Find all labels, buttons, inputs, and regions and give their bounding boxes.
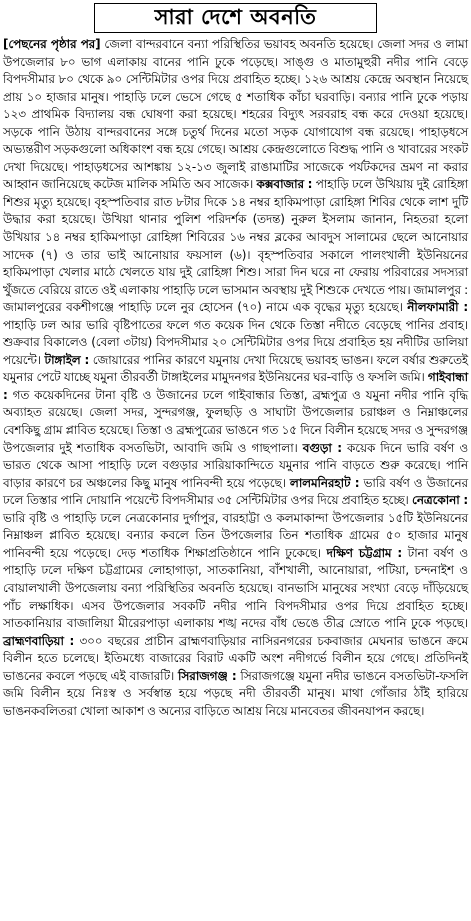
- section-label: [পেছনের পৃষ্ঠার পর]: [3, 37, 101, 51]
- article-text: ভারি বর্ষণ ও উজানের ঢলে তিস্তার পানি দোয়ানি পয়েন্টে বিপদসীমার ৩৫ সেন্টিমিটার ওপর দিয়ে প্রবাহিত হচ্ছে।: [3, 475, 468, 508]
- article-text: সিরাজগঞ্জে যমুনা নদীর ভাঙনে বসতভিটা-ফসলি জমি বিলীন হয়ে নিঃস্ব ও সর্বস্বান্ত হয়ে পড়ছে নদী তীরবর্তী মানুষ। মাথা গোঁজার ঠাঁই হারিয়ে ভাঙনকবলিতরা খোলা আকাশ ও অন্যের বাড়িতে আশ্রয় নিয়ে মানবেতর জীবনযাপন করছে।: [3, 668, 468, 718]
- article-text: জোয়ারের পানির কারণে যমুনায় দেখা দিয়েছে ভয়াবহ ভাঙন। ফলে বর্ষার শুরুতেই যমুনার পেটে যাচ্ছে যমুনা তীরবর্তী টাঙ্গাইলের মামুদনগর ইউনিয়নের ঘর-বাড়ি ও ফসলি জমি।: [3, 352, 469, 385]
- article-text: গত কয়েকদিনের টানা বৃষ্টি ও উজানের ঢলে গাইবান্ধার তিস্তা, ব্রহ্মপুত্র ও যমুনা নদীর পানি বৃদ্ধি অব্যাহত রয়েছে। জেলা সদর, সুন্দরগঞ্জ, ফুলছড়ি ও সাঘাটা উপজেলার চরাঞ্চল ও নিম্নাঞ্চলের বেশকিছু গ্রাম প্লাবিত হয়েছে। তিস্তা ও ব্রহ্মপুত্রের ভাঙনে গত ১৫ দিনে বিলীন হয়েছে সদর ও সুন্দরগঞ্জ উপজেলার দুই শতাধিক বসতভিটা, আবাদি জমি ও গাছপালা।: [3, 387, 468, 455]
- article-text: ৩০০ বছরের প্রাচীন ব্রাহ্মণবাড়িয়ার নাসিরনগরের চকবাজার মেঘনার ভাঙনে ক্রমে বিলীন হতে চলেছে। ইতিমধ্যে বাজারের বিরাট একটি অংশ নদীগর্ভে বিলীন হয়ে গেছে। প্রতিদিনই ভাঙনের কবলে পড়ছে এই বাজারটি।: [3, 633, 468, 683]
- section-label: লালমনিরহাট :: [289, 475, 360, 490]
- section-label: টাঙ্গাইল :: [44, 352, 90, 367]
- article-text: ভারি বৃষ্টি ও পাহাড়ি ঢলে নেত্রকোনার দুর্গাপুর, বারহাট্টা ও কলমাকান্দা উপজেলার ১৫টি ইউনিয়নের নিম্নাঞ্চল প্লাবিত হয়েছে। বন্যার কবলে তিন উপজেলার তিন শতাধিক গ্রামের ৫০ হাজার মানুষ পানিবন্দী হয়ে পড়েছে। দেড় শতাধিক শিক্ষাপ্রতিষ্ঠানে পানি ঢুকেছে।: [3, 510, 468, 560]
- article-body: [3, 36, 468, 720]
- section-label: নেত্রকোনা :: [412, 493, 468, 508]
- section-label: নীলফামারী :: [407, 300, 469, 315]
- headline: সারা দেশে অবনতি: [94, 3, 377, 33]
- article-text: পাহাড়ি ঢল আর ভারি বৃষ্টিপাতের ফলে গত কয়েক দিন থেকে তিস্তা নদীতে বেড়েছে পানির প্রবাহ। শুক্রবার বিকালেও (বেলা ৩টায়) বিপদসীমার ২০ সেন্টিমিটার ওপর দিয়ে প্রবাহিত হয় নদীটির ডালিয়া পয়েন্টে।: [3, 317, 468, 367]
- section-label: সিরাজগঞ্জ :: [178, 668, 237, 683]
- section-label: ব্রাহ্মণবাড়িয়া :: [3, 633, 75, 648]
- section-label: গাইবান্ধা :: [3, 370, 468, 402]
- article-text: পাহাড়ি ঢলে উখিয়ায় দুই রোহিঙ্গা শিশুর মৃত্যু হয়েছে। বৃহস্পতিবার রাত ৮টার দিকে ১৪ নম্বর হাকিমপাড়া রোহিঙ্গা শিবির থেকে লাশ দুটি উদ্ধার করা হয়েছে। উখিয়া থানার পুলিশ পরিদর্শক (তদন্ত) নুরুল ইসলাম জানান, নিহতরা হলো উখিয়ার ১৪ নম্বর হাকিমপাড়া রোহিঙ্গা শিবিরের ১৬ নম্বর ব্লকের আবদুস সালামের ছেলে আনোয়ার সাদেক (৭) ও তার ভাই আনোয়ার ফয়সাল (৬)। বৃহস্পতিবার সকালে পালংখালী ইউনিয়নের হাকিমপাড়া খেলার মাঠে খেলতে যায় দুই রোহিঙ্গা শিশু। সারা দিন ঘরে না ফেরায় পরিবারের সদস্যরা খুঁজতে বেরিয়ে রাতে ওই এলাকায় পাহাড়ি ঢলে ভাসমান অবস্থায় দুই শিশুকে দেখতে পায়। জামালপুর : জামালপুরের বকশীগঞ্জে পাহাড়ি ঢলে নুর হোসেন (৭০) নামে এক বৃদ্ধের মৃত্যু হয়েছে।: [3, 177, 468, 315]
- section-label: কক্সবাজার :: [256, 177, 313, 192]
- article-text: কয়েক দিনে ভারি বর্ষণ ও ভারত থেকে আসা পাহাড়ি ঢলে বগুড়ার সারিয়াকান্দিতে যমুনার পানি বাড়তে শুরু করেছে। পানি বাড়ার কারণে চর অঞ্চলের কিছু মানুষ পানিবন্দী হয়ে পড়েছে।: [3, 440, 468, 490]
- article-text: টানা বর্ষণ ও পাহাড়ি ঢলে দক্ষিণ চট্টগ্রামের লোহাগাড়া, সাতকানিয়া, বাঁশখালী, আনোয়ারা, পটিয়া, চন্দনাইশ ও বোয়ালখালী উপজেলায় বন্যা পরিস্থিতির অবনতি হয়েছে। বানভাসি মানুষের সংখ্যা বেড়ে দাঁড়িয়েছে পাঁচ লক্ষাধিক। এসব উপজেলার সবকটি নদীর পানি বিপদসীমার ওপর দিয়ে প্রবাহিত হচ্ছে। সাতকানিয়ার বাজালিয়া মীরেরপাড়া এলাকায় শঙ্খ নদের বাঁধ ভেঙে তীব্র স্রোতে পানি ঢুকে পড়ছে।: [3, 545, 469, 631]
- section-label: দক্ষিণ চট্টগ্রাম :: [326, 545, 403, 560]
- article-text: জেলা বান্দরবানে বন্যা পরিস্থিতির ভয়াবহ অবনতি হয়েছে। জেলা সদর ও লামা উপজেলার ৮০ ভাগ এলাকায় বানের পানি ঢুকে পড়েছে। সাঙ্গু ও মাতামুহুরী নদীর পানি বেড়ে বিপদসীমার ৮০ থেকে ৯০ সেন্টিমিটার ওপর দিয়ে প্রবাহিত হচ্ছে। ১২৬ আশ্রয় কেন্দ্রে অবস্থান নিয়েছে প্রায় ১০ হাজার মানুষ। পাহাড়ি ঢলে ভেসে গেছে ৫ শতাধিক কাঁচা ঘরবাড়ি। বন্যার পানি ঢুকে পড়ায় ১২৩ প্রাথমিক বিদ্যালয় বন্ধ ঘোষণা করা হয়েছে। শহরের বিদ্যুৎ সরবরাহ বন্ধ করে দেওয়া হয়েছে। সড়কে পানি উঠায় বান্দরবানের সঙ্গে চতুর্থ দিনের মতো সড়ক যোগাযোগ বন্ধ রয়েছে। পাহাড়ধসে অভ্যন্তরীণ সড়কগুলো অধিকাংশ বন্ধ হয়ে গেছে। আশ্রয় কেন্দ্রগুলোতে বিশুদ্ধ পানি ও খাবারের সংকট দেখা দিয়েছে। পাহাড়ধসের আশঙ্কায় ১২-১৩ জুলাই রাঙামাটির সাজেকে পর্যটকদের ভ্রমণ না করার আহ্বান জানিয়েছে কটেজ মালিক সমিতি অব সাজেক।: [3, 37, 469, 192]
- section-label: বগুড়া :: [302, 440, 342, 455]
